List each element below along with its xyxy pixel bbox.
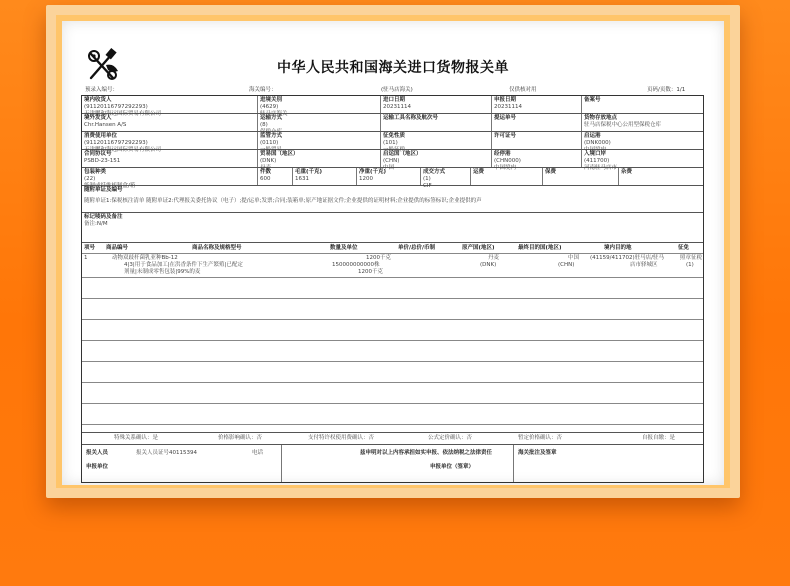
declarant-phone: 电话 [252,450,264,456]
field-packing: 包装种类 (22) 纸制或纤维板制盒/箱 [82,168,258,185]
declarant-label: 报关人员 [86,450,109,456]
customs-cell [514,445,705,482]
goods-item-district: 店市驿城区 [630,262,658,268]
field-departure-port: 启运港 (DNK000) 中国境内 [584,133,611,153]
confirmation-row [82,433,703,445]
goods-header-no: 项号 [84,245,96,251]
field-trade-terms: 成交方式 (1) CIF [421,168,471,185]
form-table [81,95,704,483]
field-attached-docs: 随附单证及编号 随附单证1:保税核注清单 随附单证2:代理报关委托协议（电子）;提/运单;发票;合同;装箱单;原产地证据文件;企业提供的证明材料;企业提供的标签标识;企业提供的声 [84,187,482,204]
field-record-no: 备案号 [584,97,601,103]
goods-header-price: 单价/总价/币制 [398,245,436,251]
goods-item-domestic: (41159/411702)驻马店/驻马 [590,255,664,261]
goods-header-code: 商品编号 [106,245,129,251]
goods-rule [82,361,703,362]
field-entry-port: 进境关别 (4629) 驻马店海关 [258,96,381,113]
field-bill-no: 提运单号 [492,114,582,131]
field-storage-place: 货物存放地点 驻马店保税中心公用型保税仓库 [584,115,662,128]
field-supervision: 监管方式 (0110) 一般贸易 [258,132,381,149]
goods-section [82,243,703,433]
field-freight: 运费 [471,168,543,185]
royalty-confirm: 支付特许权使用费确认：否 [308,435,375,441]
goods-rule [82,298,703,299]
goods-item-dest-code: (CHN) [558,262,575,268]
goods-item-exempt-code: (1) [686,262,694,268]
field-trade-country: 贸易国（地区） (DNK) 丹麦 [258,150,381,167]
form-row-consignee [82,96,703,117]
form-row-consumer [82,132,703,153]
goods-rule [82,424,703,425]
provisional-pricing: 暂定价格确认：否 [518,435,563,441]
declaration-paper [62,21,724,485]
field-pieces: 件数 600 [258,168,293,185]
field-declare-date: 申报日期 20231114 [492,96,582,113]
customs-annotation: 海关批注及签章 [518,450,557,456]
review-note: 仅供核对用 [509,87,537,93]
goods-rule [82,319,703,320]
goods-item-name: 动物双歧杆菌乳亚种Bb-12 [112,255,178,261]
price-influence: 价格影响确认：否 [218,435,263,441]
goods-divider [82,253,703,254]
goods-header-origin: 原产国(地区) [462,245,495,251]
signature-row [82,445,703,482]
form-row-contract [82,150,703,171]
field-misc-fee: 杂费 [621,169,633,175]
orange-frame [46,5,740,498]
declaring-unit-stamp: 申报单位（签章） [430,464,475,470]
goods-item-origin: 丹麦 [488,255,500,261]
document-title: 中华人民共和国海关进口货物报关单 [277,60,509,76]
field-insurance: 保费 [543,168,619,185]
special-relation: 特殊关系确认：是 [114,435,159,441]
field-net-weight: 净重(千克) 1200 [357,168,421,185]
goods-item-qty2: 150000000000株 [332,262,380,268]
form-row-shipper [82,114,703,135]
field-license: 许可证号 [492,132,582,149]
page-indicator: 页码/页数：1/1 [647,87,686,93]
form-row-packing [82,168,703,189]
legal-statement: 兹申明对以上内容承担如实申报、依法纳税之法律责任 [360,450,493,456]
goods-item-spec2: 剂量|未制成零售包装|99%的麦 [124,269,201,275]
declarant-cert: 报关人员证号40115394 [136,450,197,456]
goods-item-no: 1 [84,255,88,261]
goods-item-dest: 中国 [568,255,580,261]
form-header [81,85,704,95]
formula-pricing: 公式定价确认：否 [428,435,473,441]
field-import-date: 进口日期 20231114 [381,96,492,113]
goods-item-origin-code: (DNK) [480,262,497,268]
field-tax-nature: 征免性质 (101) 一般征税 [381,132,492,149]
field-consumer: 消费使用单位 (91120116797292293) 天津鹏和海远国际贸易有限公司 [82,132,258,149]
declaring-unit-label: 申报单位 [86,464,109,470]
pre-entry-number: 预录入编号： [85,87,119,93]
entry-number: 海关编号： [249,87,277,93]
field-entry-point: 入境口岸 (411700) 河南驻马店市 [584,151,618,171]
field-gross-weight: 毛重(千克) 1631 [293,168,357,185]
goods-item-qty3: 1200千克 [358,269,383,275]
field-shipper: 境外发货人 Chr.Hansen A/S [82,114,258,131]
declarant-cell [82,445,282,482]
field-transport-mode: 运输方式 (8) 保税仓库 [258,114,381,131]
form-row-docs [82,186,703,213]
goods-item-spec: 4|3|用于食品加工|在洪香条件下生产繁殖|已配定 [124,262,243,268]
goods-header-dest: 最终目的国(地区) [518,245,562,251]
self-declare: 自报自缴：是 [642,435,676,441]
form-row-marks [82,213,703,243]
declaration-form [81,85,704,485]
statement-cell [282,445,514,482]
port-label: (驻马店海关) [381,87,413,93]
goods-item-exempt: 照章征税 [680,255,703,261]
field-vessel: 运输工具名称及航次号 [381,114,492,131]
goods-item-qty: 1200千克 [366,255,391,261]
field-contract: 合同协议号 PSBD-23-151 [82,150,258,167]
goods-header-qty: 数量及单位 [330,245,358,251]
goods-rule [82,340,703,341]
goods-header-domestic: 境内目的地 [604,245,632,251]
goods-rule [82,277,703,278]
goods-header-exempt: 征免 [678,245,690,251]
goods-rule [82,382,703,383]
field-consignee: 境内收货人 (91120116797292293) 天津鹏和海远国际贸易有限公司 [82,96,258,113]
field-marks: 标记唛码及备注 备注:N/M [84,214,123,227]
goods-header-name: 商品名称及规格型号 [192,245,242,251]
field-transit-port: 经停港 (CHN000) 中国境内 [492,150,582,167]
field-origin-country: 启运国（地区） (CHN) 中国 [381,150,492,167]
goods-rule [82,403,703,404]
